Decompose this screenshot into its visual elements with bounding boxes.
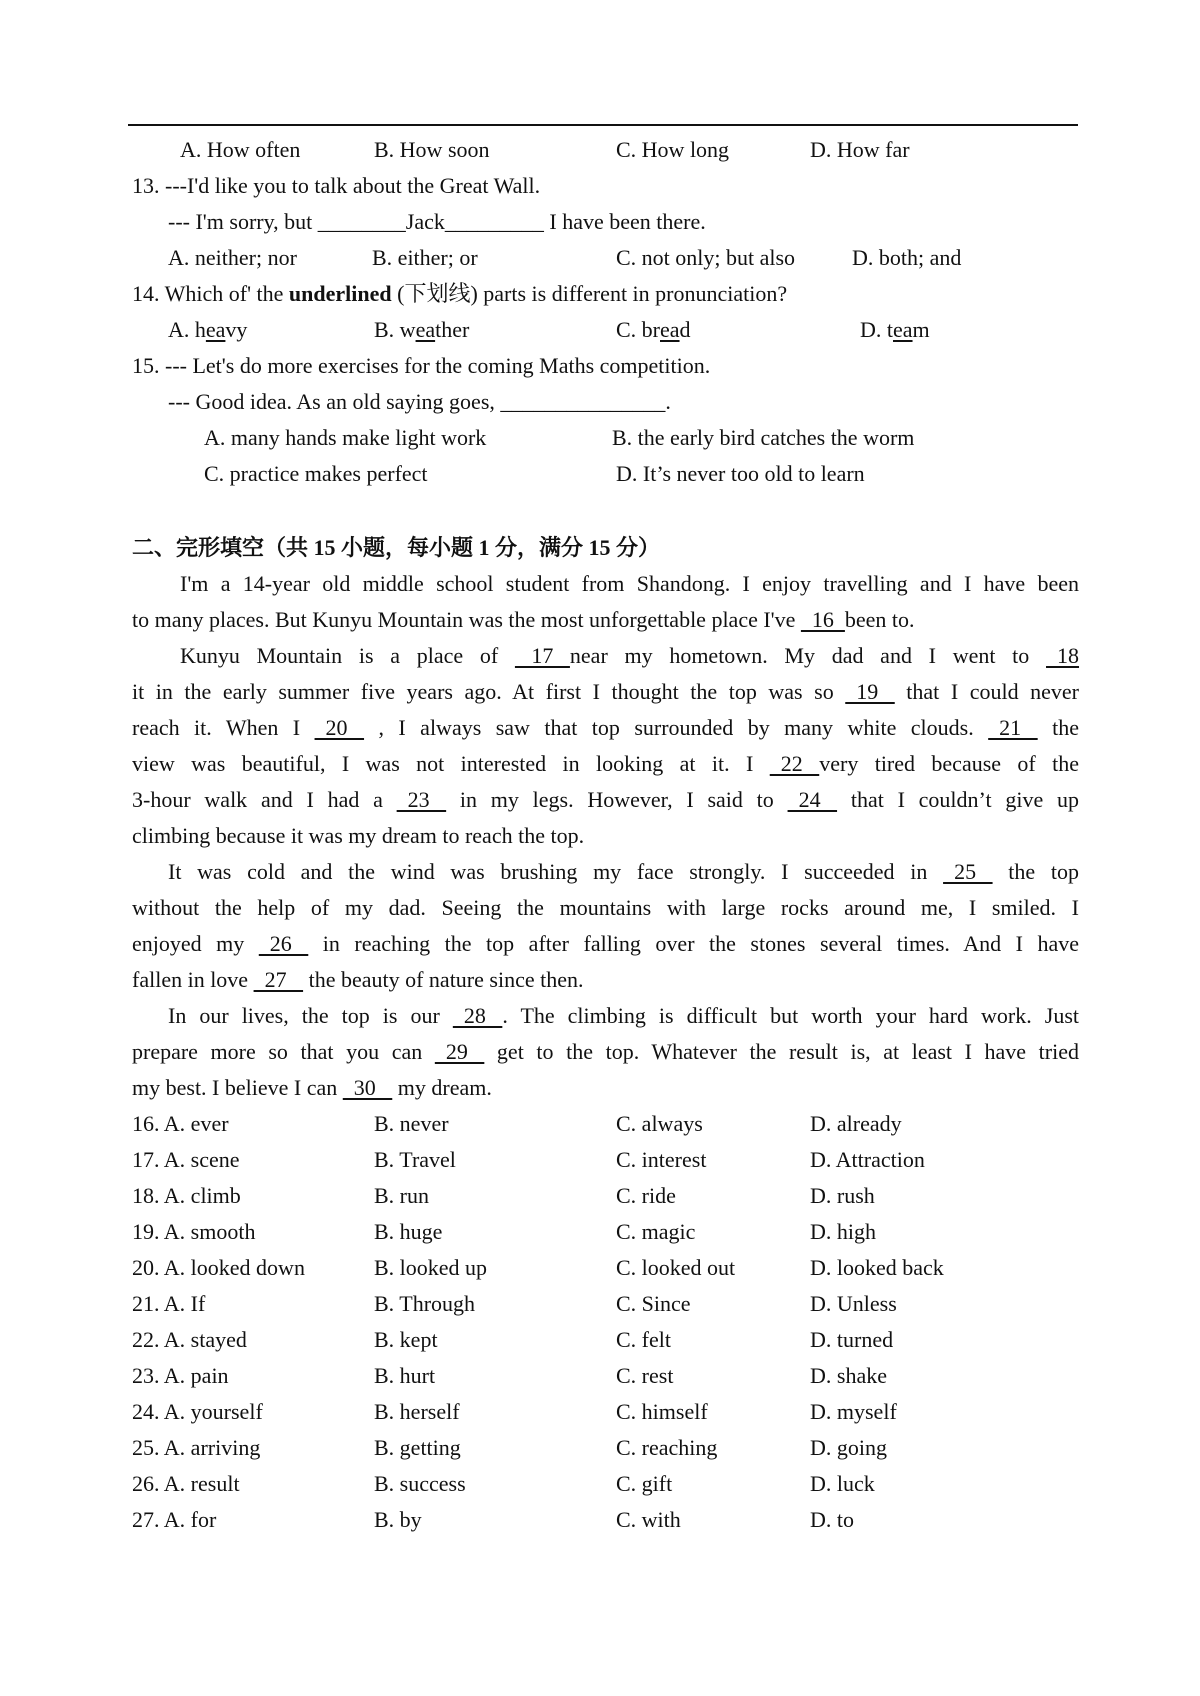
choice-a: 21. A. If [132,1291,206,1316]
choice-b: B. run [374,1183,429,1208]
passage-line-6 [132,746,1079,782]
passage-line-8: climbing because it was my dream to reach the top. [132,823,585,848]
q14-stem [132,276,787,312]
heading-count: 15 [313,535,336,560]
choice-b: B. by [374,1507,422,1532]
passage-line-9 [168,854,1079,890]
q14-d-post: m [912,317,930,342]
blank-29: 29 [434,1039,485,1064]
choice-c: C. ride [616,1183,676,1208]
blank-21: 21 [988,715,1038,740]
passage-line-2 [132,602,915,638]
choice-a: 16. A. ever [132,1111,229,1136]
passage-l3-pre: Kunyu Mountain is a place of [180,643,515,668]
q12-option-d: D. How far [810,137,910,162]
passage-line-5 [132,710,1079,746]
heading-points-each: 1 [478,535,490,560]
q13-reply [168,204,706,240]
choice-b: B. hurt [374,1363,436,1388]
blank-17: 17 [514,643,570,668]
passage-line-10: without the help of my dad. Seeing the mountains with large rocks around me, I smiled. I [132,895,1079,920]
q14-option-c [616,312,691,348]
heading-part-2: 小题，每小题 [335,535,479,560]
choice-a: 22. A. stayed [132,1327,247,1352]
choice-d: D. looked back [810,1255,944,1280]
passage-l4-pre: it in the early summer five years ago. At first I thought the top was so [132,679,846,704]
q15-option-b: B. the early bird catches the worm [612,425,915,450]
section-heading [132,530,660,566]
q13-option-a: A. neither; nor [168,245,297,270]
passage-l14-post: get to the top. Whatever the result is, at least I have tried [484,1039,1079,1064]
choice-b: B. huge [374,1219,443,1244]
choice-b: B. herself [374,1399,460,1424]
choice-d: D. Unless [810,1291,897,1316]
q13-option-d: D. both; and [852,245,962,270]
q15-reply: --- Good idea. As an old saying goes, _______________. [168,389,671,414]
q14-b-pre: B. w [374,317,416,342]
q13-blank-2: _________ [444,209,544,234]
passage-l6-pre: view was beautiful, I was not interested in looking at it. I [132,751,770,776]
passage-l7-mid: in my legs. However, I said to [446,787,788,812]
heading-part-3: 分，满分 [489,535,589,560]
choice-a: 24. A. yourself [132,1399,263,1424]
choice-a: 20. A. looked down [132,1255,305,1280]
blank-16: 16 [800,607,845,632]
passage-line-12 [132,962,583,998]
choice-a: 18. A. climb [132,1183,241,1208]
blank-19: 19 [845,679,895,704]
q15-option-a: A. many hands make light work [204,425,487,450]
q14-c-pre: C. br [616,317,660,342]
choice-d: D. going [810,1435,887,1460]
q14-d-underlined: ea [893,317,913,342]
heading-total: 15 [588,535,611,560]
choice-c: C. felt [616,1327,671,1352]
passage-line-13 [168,998,1079,1034]
passage-l11-post: in reaching the top after falling over the stones several times. And I have [308,931,1079,956]
choice-c: C. looked out [616,1255,736,1280]
choice-c: C. always [616,1111,703,1136]
q12-option-a: A. How often [180,137,301,162]
passage-l5-post: the [1037,715,1079,740]
passage-l12-post: the beauty of nature since then. [303,967,584,992]
passage-line-4 [132,674,1079,710]
passage-l5-mid: , I always saw that top surrounded by many white clouds. [364,715,989,740]
heading-part-4: 分） [610,535,661,560]
passage-l11-pre: enjoyed my [132,931,259,956]
passage-l13-pre: In our lives, the top is our [168,1003,453,1028]
choice-a: 25. A. arriving [132,1435,261,1460]
passage-l5-pre: reach it. When I [132,715,315,740]
choice-b: B. looked up [374,1255,488,1280]
q15-option-c: C. practice makes perfect [204,461,428,486]
q14-suffix: (下划线) parts is different in pronunciation? [391,281,788,306]
passage-line-15 [132,1070,492,1106]
passage-l6-post: very tired because of the [819,751,1080,776]
passage-line-3 [180,638,1079,674]
choice-c: C. with [616,1507,681,1532]
q13-option-c: C. not only; but also [616,245,796,270]
heading-part-1: 二、完形填空（共 [132,535,314,560]
choice-d: D. myself [810,1399,897,1424]
blank-26: 26 [258,931,309,956]
choice-b: B. kept [374,1327,438,1352]
choice-b: B. success [374,1471,466,1496]
header-rule [128,124,1078,126]
q14-b-underlined: ea [415,317,436,342]
choice-d: D. shake [810,1363,887,1388]
passage-line-7 [132,782,1079,818]
blank-27: 27 [253,967,304,992]
q14-c-post: d [679,317,691,342]
q13-stem: 13. ---I'd like you to talk about the Great Wall. [132,173,541,198]
passage-l2-post: been to. [844,607,915,632]
choice-c: C. Since [616,1291,691,1316]
q12-option-c: C. How long [616,137,730,162]
choice-a: 23. A. pain [132,1363,229,1388]
choice-b: B. Travel [374,1147,456,1172]
passage-line-11 [132,926,1079,962]
blank-24: 24 [787,787,838,812]
choice-d: D. to [810,1507,854,1532]
blank-22: 22 [769,751,820,776]
q13-reply-prefix: --- I'm sorry, but [168,209,318,234]
passage-l9-pre: It was cold and the wind was brushing my face strongly. I succeeded in [168,859,944,884]
passage-line-14 [132,1034,1079,1070]
choice-b: B. never [374,1111,449,1136]
passage-l15-pre: my best. I believe I can [132,1075,343,1100]
q14-option-a [168,312,247,348]
q14-d-pre: D. t [860,317,893,342]
q15-option-d: D. It’s never too old to learn [616,461,865,486]
q14-b-post: ther [435,317,470,342]
q12-option-b: B. How soon [374,137,490,162]
passage-l2-pre: to many places. But Kunyu Mountain was the most unforgettable place I've [132,607,801,632]
q14-bold-word: underlined [288,281,392,306]
blank-20: 20 [314,715,365,740]
passage-l3-mid: near my hometown. My dad and I went to [569,643,1047,668]
q15-stem: 15. --- Let's do more exercises for the coming Maths competition. [132,353,711,378]
q13-reply-suffix: I have been there. [543,209,706,234]
q13-mid: Jack [405,209,445,234]
passage-l4-post: that I could never [894,679,1079,704]
choice-c: C. gift [616,1471,673,1496]
passage-l12-pre: fallen in love [132,967,254,992]
choice-a: 27. A. for [132,1507,217,1532]
passage-l14-pre: prepare more so that you can [132,1039,435,1064]
q14-a-underlined: ea [205,317,226,342]
q14-option-d [860,312,930,348]
choice-d: D. turned [810,1327,894,1352]
passage-line-1: I'm a 14-year old middle school student from Shandong. I enjoy travelling and I have been [180,571,1079,596]
choice-a: 19. A. smooth [132,1219,256,1244]
passage-l13-post: . The climbing is difficult but worth your hard work. Just [502,1003,1079,1028]
choice-c: C. himself [616,1399,708,1424]
choice-c: C. reaching [616,1435,718,1460]
choice-c: C. magic [616,1219,696,1244]
passage-l15-post: my dream. [392,1075,492,1100]
q14-option-b [374,312,469,348]
blank-28: 28 [452,1003,503,1028]
blank-23: 23 [396,787,447,812]
choice-b: B. Through [374,1291,476,1316]
choice-a: 26. A. result [132,1471,240,1496]
passage-l7-post: that I couldn’t give up [837,787,1079,812]
blank-30: 30 [342,1075,393,1100]
q14-prefix: 14. Which of' the [132,281,289,306]
passage-l7-pre: 3-hour walk and I had a [132,787,397,812]
choice-c: C. interest [616,1147,707,1172]
choice-d: D. already [810,1111,902,1136]
q13-option-b: B. either; or [372,245,478,270]
choice-d: D. luck [810,1471,875,1496]
q14-a-post: vy [225,317,248,342]
q14-a-pre: A. h [168,317,206,342]
choice-d: D. Attraction [810,1147,925,1172]
blank-18: 18 [1046,643,1080,668]
blank-25: 25 [943,859,993,884]
q13-blank-1: ________ [317,209,406,234]
choice-c: C. rest [616,1363,674,1388]
choice-a: 17. A. scene [132,1147,240,1172]
choice-d: D. high [810,1219,876,1244]
choice-d: D. rush [810,1183,875,1208]
choice-b: B. getting [374,1435,461,1460]
q14-c-underlined: ea [660,317,680,342]
passage-l9-post: the top [992,859,1079,884]
